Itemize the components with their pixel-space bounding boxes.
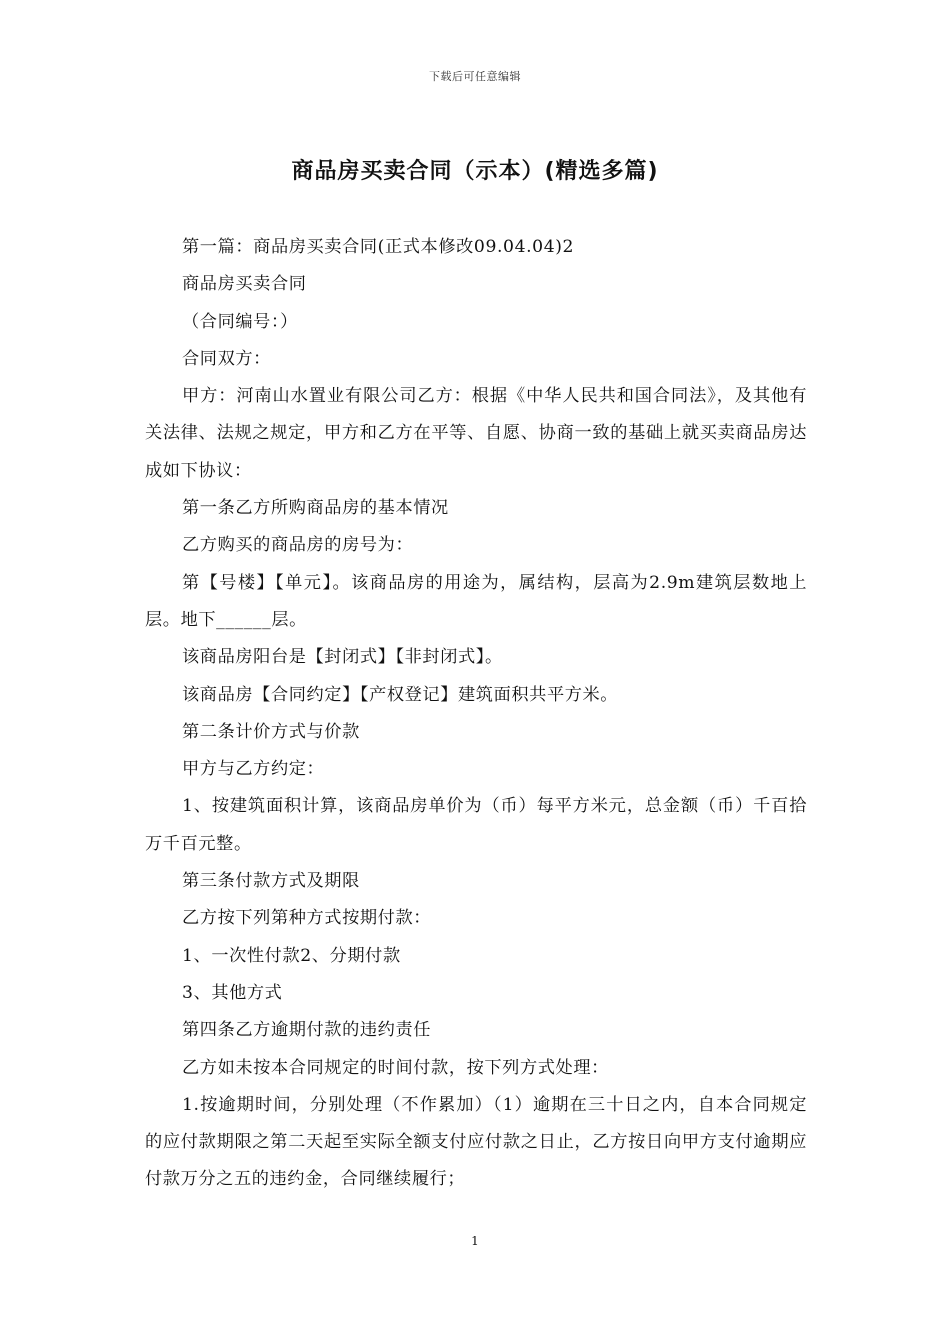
paragraph: 乙方购买的商品房的房号为：	[182, 535, 414, 556]
paragraph: 合同双方：	[182, 348, 271, 369]
header-note: 下载后可任意编辑	[429, 70, 521, 83]
paragraph: 甲方与乙方约定：	[182, 759, 325, 780]
paragraph: 第四条乙方逾期付款的违约责任	[182, 1020, 432, 1041]
paragraph: 乙方按下列第种方式按期付款：	[182, 908, 432, 929]
paragraph: 该商品房阳台是【封闭式】【非封闭式】。	[182, 647, 503, 668]
paragraph: 第三条付款方式及期限	[182, 871, 360, 892]
paragraph: 甲方：河南山水置业有限公司乙方：根据《中华人民共和国合同法》，及其他有关法律、法规之规定，甲方和乙方在平等、自愿、协商一致的基础上就买卖商品房达成如下协议：	[145, 386, 807, 481]
paragraph: （合同编号：）	[182, 311, 298, 332]
paragraph: 第一条乙方所购商品房的基本情况	[182, 498, 449, 519]
paragraph: 1.按逾期时间，分别处理（不作累加）（1）逾期在三十日之内，自本合同规定的应付款期限之第二天起至实际全额支付应付款之日止，乙方按日向甲方支付逾期应付款万分之五的违约金，合同继续履行；	[145, 1094, 807, 1190]
paragraph: 商品房买卖合同	[182, 274, 307, 295]
paragraph: 1、一次性付款2、分期付款	[182, 945, 401, 966]
paragraph: 第一篇：商品房买卖合同(正式本修改09.04.04)2	[182, 237, 575, 257]
document-body	[145, 229, 807, 1199]
paragraph: 该商品房【合同约定】【产权登记】建筑面积共平方米。	[182, 684, 619, 705]
paragraph: 3、其他方式	[182, 982, 283, 1003]
page-number: 1	[471, 1234, 479, 1248]
paragraph: 1、按建筑面积计算，该商品房单价为（币）每平方米元，总金额（币）千百拾万千百元整。	[145, 796, 807, 854]
paragraph: 第【号楼】【单元】。该商品房的用途为，属结构，层高为2.9m建筑层数地上层。地下______层。	[145, 572, 807, 630]
paragraph: 第二条计价方式与价款	[182, 721, 360, 742]
paragraph: 乙方如未按本合同规定的时间付款，按下列方式处理：	[182, 1057, 609, 1078]
document-title: 商品房买卖合同（示本）(精选多篇)	[291, 159, 659, 184]
